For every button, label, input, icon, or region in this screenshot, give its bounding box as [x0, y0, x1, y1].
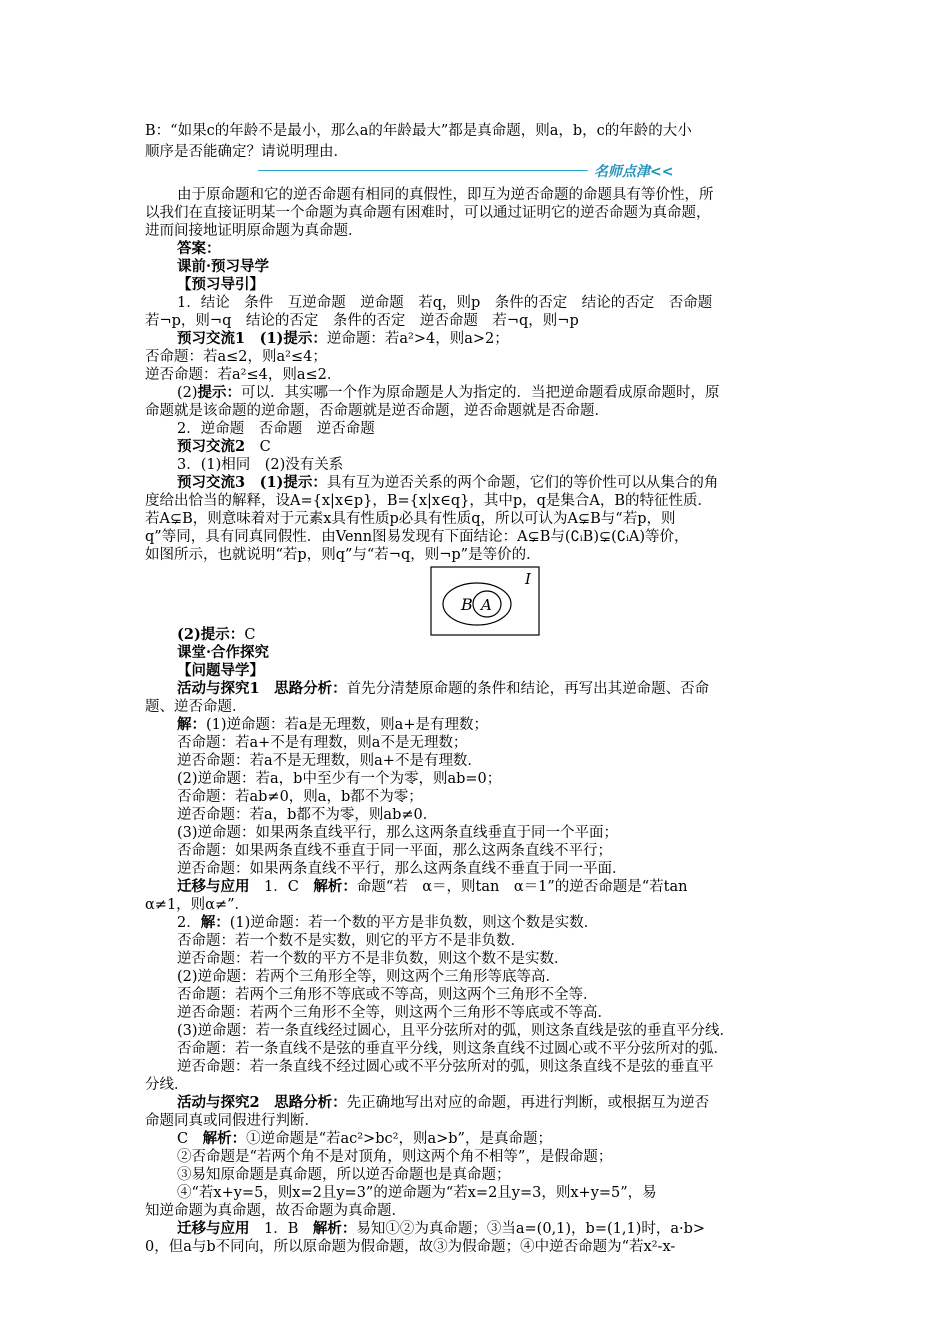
text-line: (2)逆命题：若两个三角形全等，则这两个三角形等底等高．: [177, 969, 561, 985]
text-line: [177, 1094, 810, 1112]
label: 迁移与应用: [177, 1220, 250, 1237]
text-line: q”等同，具有同真同假性．由Venn图易发现有下面结论：A⊊B与(∁ᵢB)⊊(∁ᵢA)等价，: [145, 529, 689, 545]
text-line: [177, 474, 810, 492]
label: 预习交流2: [177, 438, 246, 455]
text-line: 逆否命题：若a不是无理数，则a+不是有理数．: [177, 753, 482, 769]
text: 命题“若 α＝，则tan α＝1”的逆否命题是“若tan: [356, 879, 688, 895]
section-heading: 【问题导学】: [177, 662, 264, 679]
text-line: [177, 680, 810, 698]
label: 思路分析：: [259, 1094, 347, 1111]
text-line: 由于原命题和它的逆否命题有相同的真假性，即互为逆否命题的命题具有等价性，所: [177, 187, 714, 203]
text-line: 否命题：若a+不是有理数，则a不是无理数；: [177, 735, 468, 751]
text-line: 否命题：若a≤2，则a²≤4；: [145, 349, 327, 365]
venn-label-a: A: [481, 596, 492, 614]
text-line: 逆否命题：若两个三角形不全等，则这两个三角形不等底或不等高．: [177, 1005, 612, 1021]
text-line: 3．(1)相同 (2)没有关系: [177, 457, 344, 473]
venn-label-b: B: [461, 595, 473, 614]
text-line: [177, 878, 810, 896]
text-line: 否命题：若一个数不是实数，则它的平方不是非负数．: [177, 933, 525, 949]
text: 2．: [177, 915, 201, 931]
text: 具有互为逆否关系的两个命题，它们的等价性可以从集合的角: [326, 475, 719, 491]
label: 活动与探究1: [177, 680, 260, 697]
text-line: 0，但a与b不同向，所以原命题为假命题，故③为假命题；④中逆否命题为“若x²-x-: [145, 1239, 676, 1255]
text-line: 以我们在直接证明某一个命题为真命题有困难时，可以通过证明它的逆否命题为真命题，: [145, 205, 711, 221]
text-line: 否命题：若一条直线不是弦的垂直平分线，则这条直线不过圆心或不平分弦所对的弧．: [177, 1041, 728, 1057]
text: 可以．其实哪一个作为原命题是人为指定的．当把逆命题看成原命题时，原: [241, 385, 720, 401]
text-line: 度给出恰当的解释，设A={x|x∈p}，B={x|x∈q}，其中p，q是集合A，B的特征性质．: [145, 493, 713, 509]
label: (1)提示：: [245, 330, 327, 347]
text-line: 2．逆命题 否命题 逆否命题: [177, 421, 375, 437]
text-line: 命题同真或同假进行判断．: [145, 1113, 319, 1129]
text-line: [177, 1220, 810, 1238]
text-line: 顺序是否能确定？请说明理由．: [145, 144, 348, 160]
label: 迁移与应用: [177, 878, 250, 895]
banner-rule: [258, 170, 588, 171]
text-line: 若¬p，则¬q 结论的否定 条件的否定 逆否命题 若¬q，则¬p: [145, 313, 579, 329]
section-heading: 答案：: [177, 240, 221, 257]
text-line: (2)逆命题：若a，b中至少有一个为零，则ab=0；: [177, 771, 502, 787]
text-line: [177, 626, 810, 644]
text-line: ④“若x+y=5，则x=2且y=3”的逆命题为“若x=2且y=3，则x+y=5”，易: [177, 1185, 657, 1201]
section-banner: [258, 161, 698, 181]
text: 易知①②为真命题；③当a=(0,1)，b=(1,1)时，a·b>: [356, 1221, 706, 1237]
text-line: (3)逆命题：若一条直线经过圆心，且平分弦所对的弧，则这条直线是弦的垂直平分线．: [177, 1023, 735, 1039]
text-line: [177, 716, 810, 734]
text-line: [177, 438, 810, 456]
text-line: 否命题：若两个三角形不等底或不等高，则这两个三角形不全等．: [177, 987, 598, 1003]
label: 解析：: [313, 878, 357, 895]
text-line: 知逆命题为真命题，故否命题为真命题．: [145, 1203, 406, 1219]
text-line: [177, 1130, 810, 1148]
text-line: 否命题：如果两条直线不垂直于同一平面，那么这两条直线不平行；: [177, 843, 612, 859]
text-line: 逆否命题：若a²≤4，则a≤2．: [145, 367, 342, 383]
banner-label: 名师点津<<: [594, 164, 674, 180]
text: C: [177, 1131, 203, 1147]
text: 1．B: [249, 1221, 313, 1237]
text-line: 题、逆否命题．: [145, 699, 247, 715]
text-line: 逆否命题：若一个数的平方不是非负数，则这个数不是实数．: [177, 951, 569, 967]
text-line: [177, 914, 810, 932]
label: (1)提示：: [245, 474, 327, 491]
text: 1．C: [249, 879, 314, 895]
label: 活动与探究2: [177, 1094, 260, 1111]
text-line: 分线．: [145, 1077, 189, 1093]
label: 解：: [200, 914, 230, 931]
text-line: 逆否命题：若a，b都不为零，则ab≠0．: [177, 807, 438, 823]
label: 解析：: [202, 1130, 247, 1147]
text-line: 如图所示，也就说明“若p，则q”与“若¬q，则¬p”是等价的．: [145, 547, 541, 563]
text-line: B：“如果c的年龄不是最小，那么a的年龄最大”都是真命题，则a，b，c的年龄的大小: [145, 123, 692, 139]
label: 预习交流3: [177, 474, 246, 491]
section-heading: 课前·预习导学: [177, 258, 270, 275]
text-line: ③易知原命题是真命题，所以逆否命题也是真命题；: [177, 1167, 511, 1183]
text: 逆命题：若a²>4，则a>2；: [326, 331, 509, 347]
text: 先正确地写出对应的命题，再进行判断，或根据互为逆否: [346, 1095, 710, 1111]
label: 提示：: [197, 384, 242, 401]
text-line: [177, 330, 810, 348]
text: (2): [177, 385, 198, 401]
text-line: 否命题：若ab≠0，则a，b都不为零；: [177, 789, 423, 805]
text: 首先分清楚原命题的条件和结论，再写出其逆命题、否命: [346, 681, 710, 697]
text-line: 逆否命题：若一条直线不经过圆心或不平分弦所对的弧，则这条直线不是弦的垂直平: [177, 1059, 714, 1075]
text-line: 若A⊊B，则意味着对于元素x具有性质p必具有性质q，所以可认为A⊊B与“若p，则: [145, 511, 676, 527]
text-line: 逆否命题：如果两条直线不平行，那么这两条直线不垂直于同一平面．: [177, 861, 627, 877]
text-line: α≠1，则α≠”．: [145, 897, 250, 913]
text: C: [245, 439, 271, 455]
label: 解析：: [312, 1220, 357, 1237]
text-line: 进而间接地证明原命题为真命题．: [145, 223, 363, 239]
section-heading: 课堂·合作探究: [177, 644, 270, 661]
text: C: [244, 627, 256, 643]
section-heading: 【预习导引】: [177, 276, 264, 293]
text-line: (3)逆命题：如果两条直线平行，那么这两条直线垂直于同一个平面；: [177, 825, 619, 841]
text-line: 命题就是该命题的逆命题，否命题就是逆否命题，逆否命题就是否命题．: [145, 403, 609, 419]
text: ①逆命题是“若ac²>bc²，则a>b”，是真命题；: [246, 1131, 552, 1147]
label: 解：: [177, 716, 206, 733]
label: (2)提示：: [177, 626, 245, 643]
venn-label-i: I: [525, 570, 531, 588]
text: (1)逆命题：若一个数的平方是非负数，则这个数是实数．: [229, 915, 599, 931]
text-line: 1．结论 条件 互逆命题 逆命题 若q，则p 条件的否定 结论的否定 否命题: [177, 295, 713, 311]
label: 预习交流1: [177, 330, 246, 347]
text-line: ②否命题是“若两个角不是对顶角，则这两个角不相等”，是假命题；: [177, 1149, 613, 1165]
text: (1)逆命题：若a是无理数，则a+是有理数；: [206, 717, 488, 733]
label: 思路分析：: [259, 680, 347, 697]
text-line: [177, 384, 810, 402]
